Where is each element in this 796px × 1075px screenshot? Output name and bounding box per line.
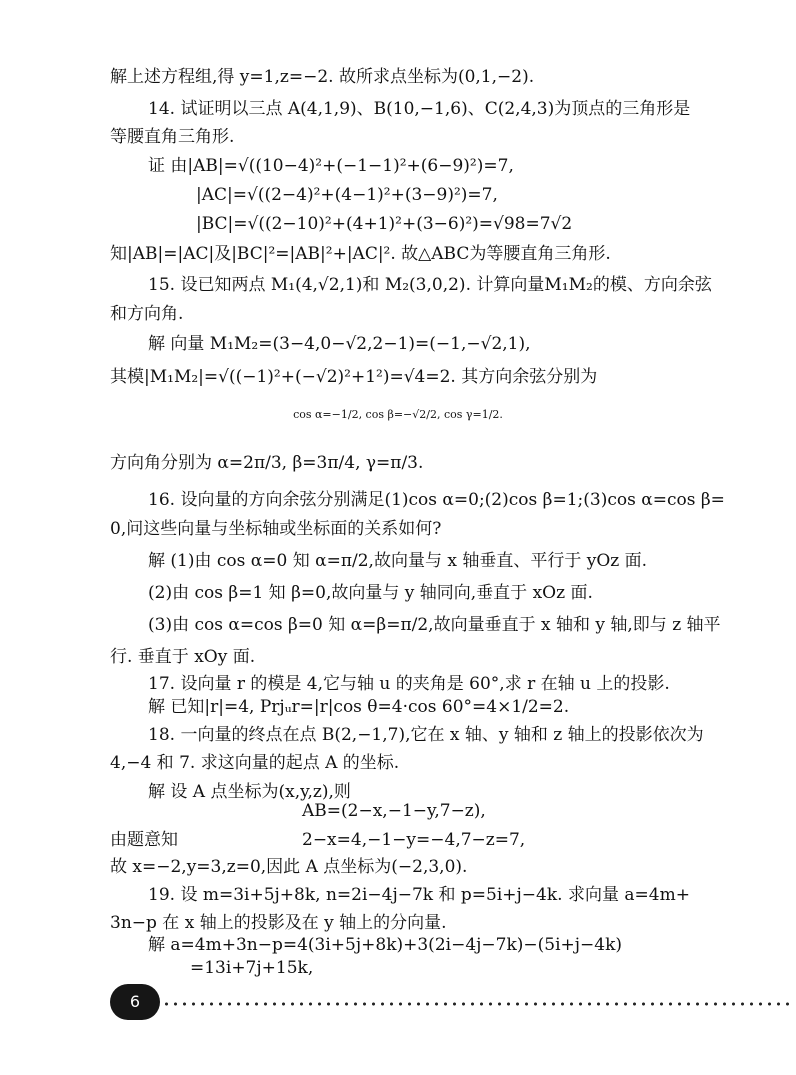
page-number-badge: 6 [110, 984, 160, 1020]
text-line: 0,问这些向量与坐标轴或坐标面的关系如何? [110, 519, 442, 539]
solution-line: 解 已知|r|=4, Prjᵤr=|r|cos θ=4·cos 60°=4×1/2=2. [148, 697, 570, 717]
footer-dotted-rule [162, 1002, 790, 1006]
text-line: (3)由 cos α=cos β=0 知 α=β=π/2,故向量垂直于 x 轴和 y 轴,即与 z 轴平 [148, 615, 721, 635]
text-line: 解上述方程组,得 y=1,z=−2. 故所求点坐标为(0,1,−2). [110, 67, 535, 87]
direction-cosines-formula: cos α=−1/2, cos β=−√2/2, cos γ=1/2. [293, 408, 503, 421]
text-line: 和方向角. [110, 304, 184, 324]
equation-line: 2−x=4,−1−y=−4,7−z=7, [302, 830, 526, 850]
solution-line: 解 a=4m+3n−p=4(3i+5j+8k)+3(2i−4j−7k)−(5i+j−4k) [148, 935, 623, 955]
text-line: 3n−p 在 x 轴上的投影及在 y 轴上的分向量. [110, 913, 447, 933]
equation-line: AB=(2−x,−1−y,7−z), [302, 801, 486, 821]
text-line: 知|AB|=|AC|及|BC|²=|AB|²+|AC|². 故△ABC为等腰直角三角形. [110, 244, 611, 264]
proof-line: 证 由|AB|=√((10−4)²+(−1−1)²+(6−9)²)=7, [148, 156, 514, 176]
equation-line: |AC|=√((2−4)²+(4−1)²+(3−9)²)=7, [196, 185, 498, 205]
problem-15-heading: 15. 设已知两点 M₁(4,√2,1)和 M₂(3,0,2). 计算向量M₁M₂的模、方向余弦 [148, 275, 712, 295]
text-line: 4,−4 和 7. 求这向量的起点 A 的坐标. [110, 753, 400, 773]
equation-line: |BC|=√((2−10)²+(4+1)²+(3−6)²)=√98=7√2 [196, 214, 573, 234]
text-line: 等腰直角三角形. [110, 127, 235, 147]
problem-14-heading: 14. 试证明以三点 A(4,1,9)、B(10,−1,6)、C(2,4,3)为顶点的三角形是 [148, 99, 691, 119]
solution-line: 解 向量 M₁M₂=(3−4,0−√2,2−1)=(−1,−√2,1), [148, 334, 531, 354]
text-line: 由题意知 [110, 830, 178, 850]
solution-line: 解 设 A 点坐标为(x,y,z),则 [148, 782, 351, 802]
text-line: 故 x=−2,y=3,z=0,因此 A 点坐标为(−2,3,0). [110, 857, 468, 877]
problem-18-heading: 18. 一向量的终点在点 B(2,−1,7),它在 x 轴、y 轴和 z 轴上的投影依次为 [148, 725, 704, 745]
problem-19-heading: 19. 设 m=3i+5j+8k, n=2i−4j−7k 和 p=5i+j−4k. 求向量 a=4m+ [148, 885, 690, 905]
text-line: (2)由 cos β=1 知 β=0,故向量与 y 轴同向,垂直于 xOz 面. [148, 583, 593, 603]
solution-line: 解 (1)由 cos α=0 知 α=π/2,故向量与 x 轴垂直、平行于 yOz 面. [148, 551, 648, 571]
equation-line: =13i+7j+15k, [190, 958, 314, 978]
text-line: 其模|M₁M₂|=√((−1)²+(−√2)²+1²)=√4=2. 其方向余弦分别为 [110, 367, 598, 387]
problem-16-heading: 16. 设向量的方向余弦分别满足(1)cos α=0;(2)cos β=1;(3)cos α=cos β= [148, 490, 725, 510]
text-line: 行. 垂直于 xOy 面. [110, 647, 256, 667]
text-line: 方向角分别为 α=2π/3, β=3π/4, γ=π/3. [110, 453, 424, 473]
problem-17-heading: 17. 设向量 r 的模是 4,它与轴 u 的夹角是 60°,求 r 在轴 u 上的投影. [148, 674, 670, 694]
